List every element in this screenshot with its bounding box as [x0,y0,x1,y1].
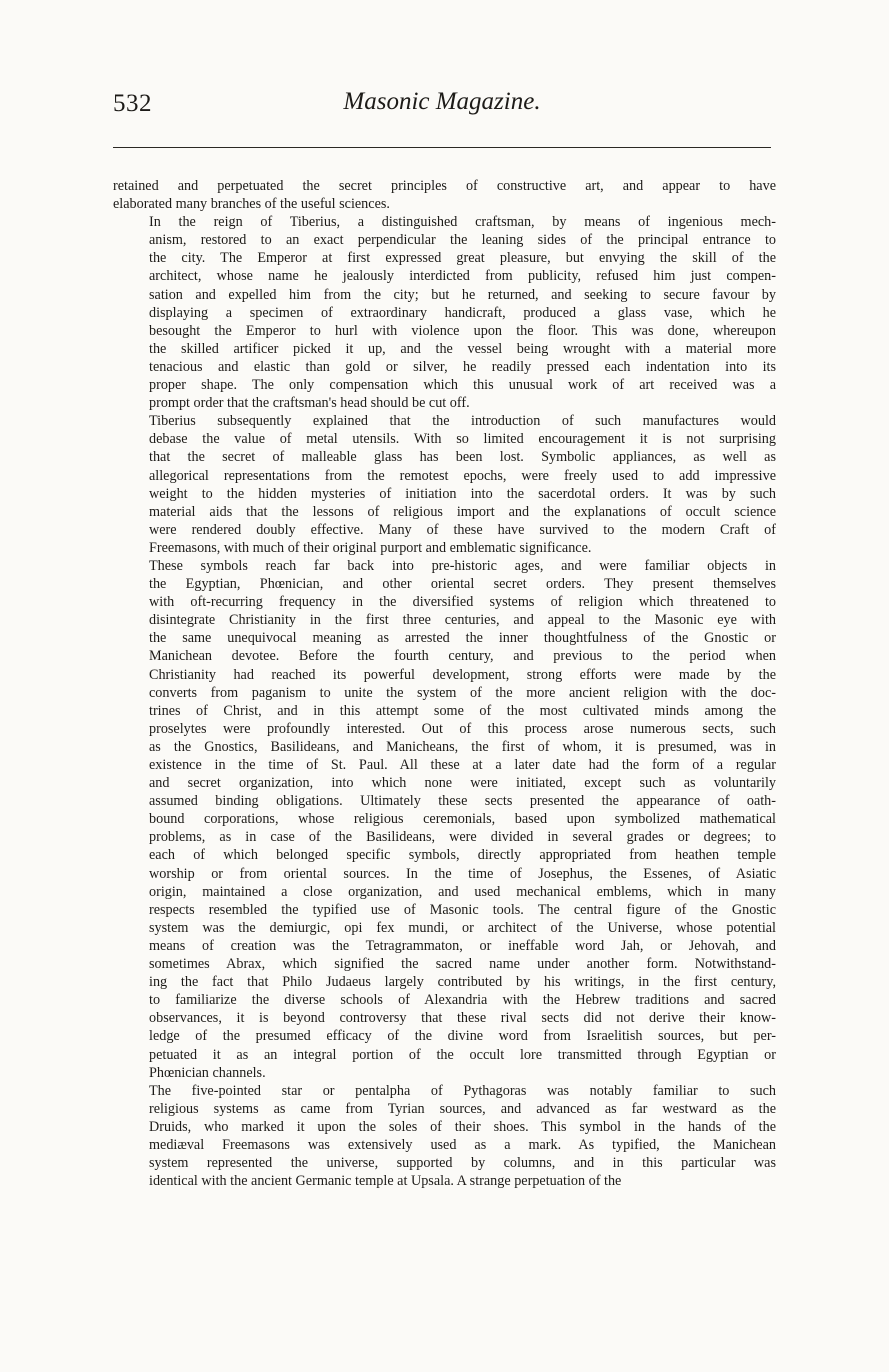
text-line: Druids, who marked it upon the soles of their shoes. This symbol in the hands of the [149,1118,776,1135]
text-line: proselytes were profoundly interested. Out of this process arose numerous sects, such [149,720,776,737]
text-line: origin, maintained a close organization, and used mechanical emblems, which in many [149,883,776,900]
text-line: existence in the time of St. Paul. All these at a later date had the form of a regular [149,757,776,773]
paragraph [113,213,776,412]
text-line: Manichean devotee. Before the fourth century, and previous to the period when [149,648,776,665]
text-line: worship or from oriental sources. In the time of Josephus, the Essenes, of Asiatic [149,865,776,882]
text-line: These symbols reach far back into pre-historic ages, and were familiar objects in [149,557,776,574]
text-line: each of which belonged specific symbols, directly appropriated from heathen temple [149,847,776,864]
text-line: the skilled artificer picked it up, and the vessel being wrought with a material more [149,340,776,357]
text-line: The five-pointed star or pentalpha of Pythagoras was notably familiar to such [149,1082,776,1099]
text-line: Freemasons, with much of their original purport and emblematic significance. [149,539,592,556]
text-line: besought the Emperor to hurl with violence upon the floor. This was done, whereupon [149,322,776,339]
text-line: disintegrate Christianity in the first three centuries, and appeal to the Masonic eye with [149,612,776,629]
text-line: to familiarize the diverse schools of Alexandria with the Hebrew traditions and sacred [149,992,776,1009]
text-line: respects resembled the typified use of Masonic tools. The central figure of the Gnostic [149,901,776,918]
text-line: architect, whose name he jealously interdicted from publicity, refused him just compen- [149,268,776,285]
page-header [113,86,771,126]
text-line: material aids that the lessons of religious import and the explanations of occult science [149,503,776,520]
text-line: system was the demiurgic, opi fex mundi, or architect of the Universe, whose potential [149,919,776,936]
article-body [113,177,776,1190]
text-line: were rendered doubly effective. Many of these have survived to the modern Craft of [149,521,776,538]
text-line: the Egyptian, Phœnician, and other oriental secret orders. They present themselves [149,576,776,593]
text-line: bound corporations, whose religious ceremonials, based upon symbolized mathematical [149,811,776,828]
text-line: assumed binding obligations. Ultimately these sects presented the appearance of oath- [149,793,776,810]
text-line: trines of Christ, and in this attempt some of the most cultivated minds among the [149,702,776,719]
running-title: Masonic Magazine. [343,88,541,115]
text-line: debase the value of metal utensils. With so limited encouragement it is not surprising [149,431,776,448]
text-line: weight to the hidden mysteries of initiation into the sacerdotal orders. It was by such [149,485,776,502]
text-line: with oft-recurring frequency in the diversified systems of religion which threatened to [149,594,776,611]
paragraph [113,557,776,1082]
text-line: prompt order that the craftsman's head should be cut off. [149,395,470,412]
text-line: sometimes Abrax, which signified the sacred name under another form. Notwithstand- [149,956,776,973]
text-line: sation and expelled him from the city; but he returned, and seeking to secure favour by [149,286,776,303]
text-line: tenacious and elastic than gold or silver, he readily pressed each indentation into its [149,358,776,375]
text-line: that the secret of malleable glass has been lost. Symbolic appliances, as well as [149,449,776,466]
text-line: as the Gnostics, Basilideans, and Manicheans, the first of whom, it is presumed, was in [149,738,776,755]
text-line: ledge of the presumed efficacy of the divine word from Israelitish sources, but per- [149,1028,776,1045]
page-number: 532 [113,90,152,117]
text-line: displaying a specimen of extraordinary handicraft, produced a glass vase, which he [149,304,776,321]
text-line: observances, it is beyond controversy that these rival sects did not derive their know- [149,1010,776,1027]
paragraph [113,412,776,557]
text-line: anism, restored to an exact perpendicular the leaning sides of the principal entrance to [149,232,776,249]
text-line: petuated it as an integral portion of the occult lore transmitted through Egyptian or [149,1046,776,1063]
text-line: the same unequivocal meaning as arrested the inner thoughtfulness of the Gnostic or [149,630,776,647]
text-line: religious systems as came from Tyrian sources, and advanced as far westward as the [149,1100,776,1117]
text-line: converts from paganism to unite the system of the more ancient religion with the doc- [149,684,776,701]
text-line: proper shape. The only compensation which this unusual work of art received was a [149,377,776,394]
text-line: the city. The Emperor at first expressed great pleasure, but envying the skill of the [149,250,776,267]
paragraph [113,177,776,213]
paragraph [113,1082,776,1191]
text-line: Phœnician channels. [149,1064,266,1081]
text-line: ing the fact that Philo Judaeus largely contributed by his writings, in the first century, [149,974,776,991]
text-line: identical with the ancient Germanic temple at Upsala. A strange perpetuation of the [149,1173,622,1190]
text-line: problems, as in case of the Basilideans, were divided in several grades or degrees; to [149,829,776,846]
header-rule [113,147,771,148]
text-line: Christianity had reached its powerful development, strong efforts were made by the [149,666,776,683]
text-line: Tiberius subsequently explained that the introduction of such manufactures would [149,413,776,430]
text-line: mediæval Freemasons was extensively used as a mark. As typified, the Manichean [149,1136,776,1153]
text-line: allegorical representations from the remotest epochs, were freely used to add impressive [149,467,776,484]
text-line: retained and perpetuated the secret principles of constructive art, and appear to have [113,178,776,194]
text-line: system represented the universe, supported by columns, and in this particular was [149,1155,776,1172]
text-line: and secret organization, into which none were initiated, except such as voluntarily [149,775,776,792]
text-line: In the reign of Tiberius, a distinguished craftsman, by means of ingenious mech- [149,214,776,231]
text-line: elaborated many branches of the useful sciences. [113,196,390,213]
text-line: means of creation was the Tetragrammaton, or ineffable word Jah, or Jehovah, and [149,937,776,954]
